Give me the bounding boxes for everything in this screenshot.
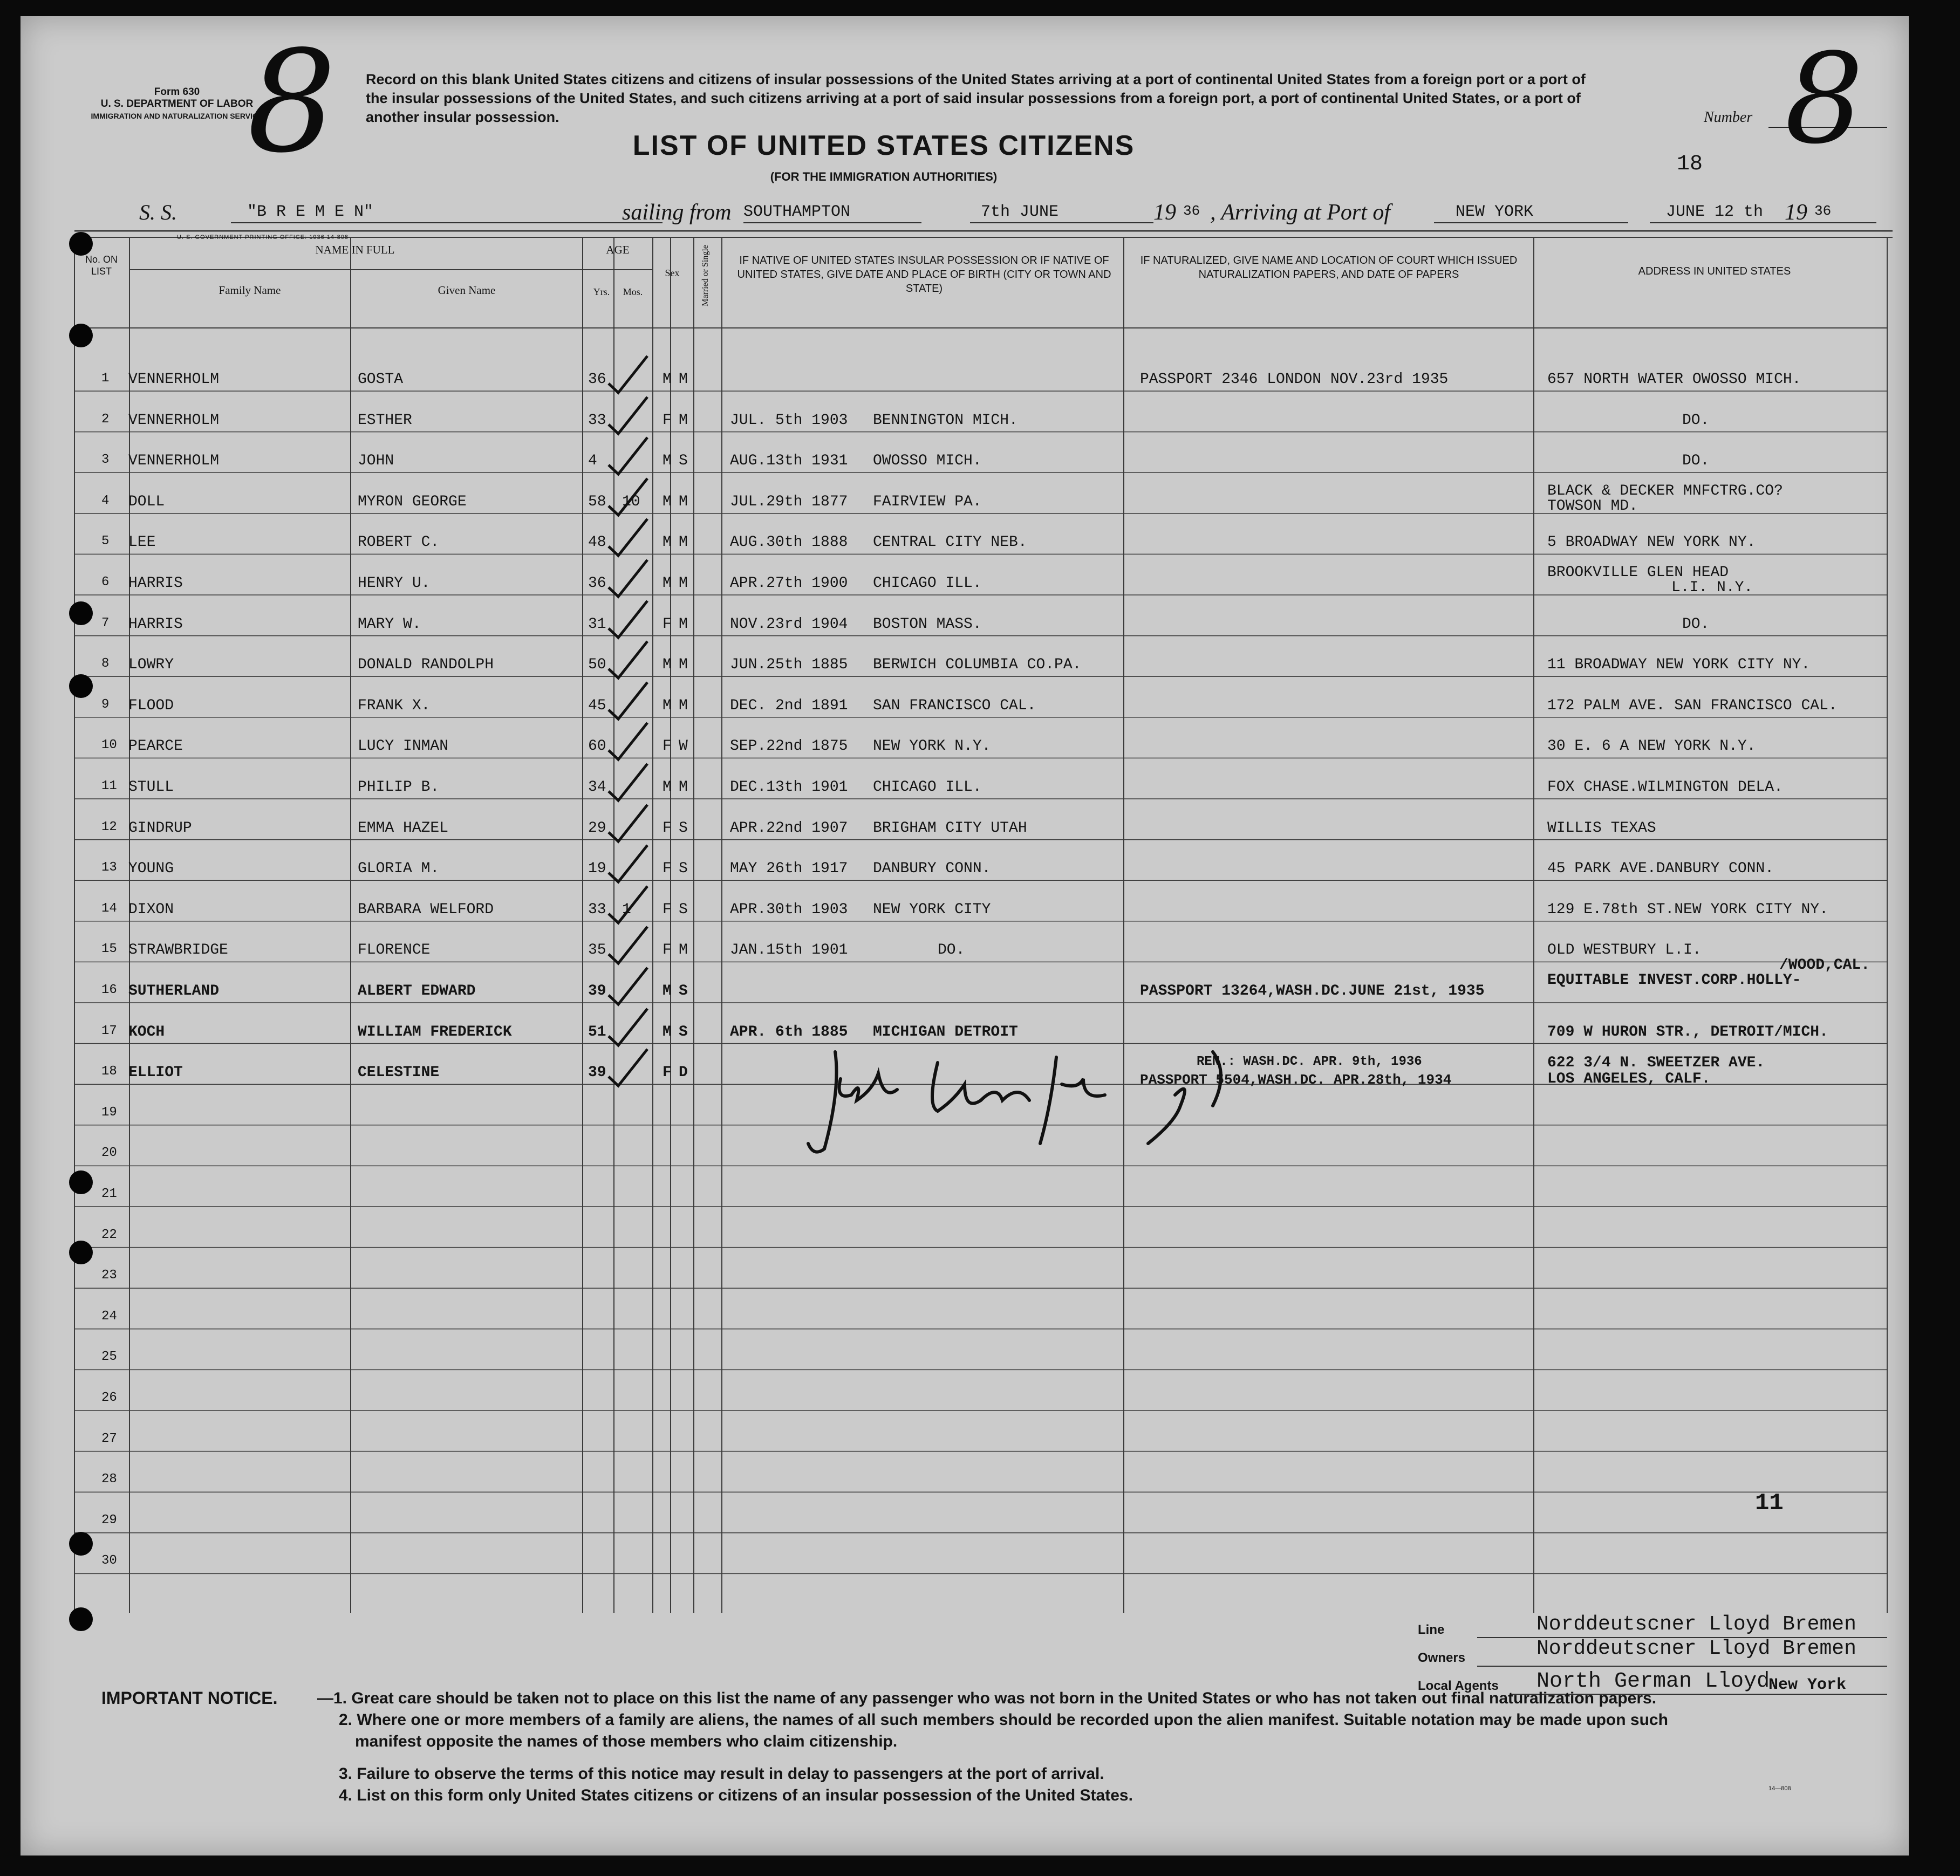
ship-name: "B R E M E N" [247,203,374,221]
row-number: 30 [101,1553,117,1569]
row-number: 2 [101,412,110,427]
cell-birth-date: JAN.15th 1901 [730,942,848,959]
agents-label: Local Agents [1418,1679,1499,1693]
cell-sex: M [663,779,672,796]
row-number: 8 [101,656,110,672]
check-mark-icon [603,599,652,642]
from-port: SOUTHAMPTON [743,203,851,221]
page-number: 18 [1677,152,1703,176]
cell-given: MARY W. [358,615,421,633]
notice-item: 4. List on this form only United States citizens or citizens of an insular possession of the United States. [339,1786,1133,1804]
cell-birth-place: SAN FRANCISCO CAL. [873,697,1036,714]
cell-sex: F [663,615,672,633]
cell-given: ALBERT EDWARD [358,983,476,999]
cell-yrs: 31 [588,615,606,633]
row-number: 4 [101,493,110,508]
form-subtitle: (FOR THE IMMIGRATION AUTHORITIES) [770,170,998,183]
notice-title: IMPORTANT NOTICE. [101,1688,278,1708]
row-number: 16 [101,983,117,997]
col-header-yrs: Yrs. [593,286,610,297]
row-number: 18 [101,1064,117,1079]
check-mark-icon [603,680,652,723]
row-number: 3 [101,453,110,468]
cell-sex: M [663,534,672,551]
cell-birth-date: APR. 6th 1885 [730,1023,848,1040]
cell-addr: BLACK & DECKER MNFCTRG.CO? [1547,482,1783,499]
cell-family: HARRIS [128,575,183,592]
cell-given: HENRY U. [358,575,431,592]
cell-birth-date: NOV.23rd 1904 [730,615,848,633]
cell-sex: F [663,860,672,878]
cell-mos: 10 [622,493,640,510]
check-mark-icon [603,354,652,397]
check-mark-icon [603,803,652,846]
check-mark-icon [603,517,652,560]
cell-family: HARRIS [128,615,183,633]
cell-yrs: 51 [588,1023,606,1040]
col-header-family: Family Name [218,284,281,297]
row-number: 12 [101,819,117,834]
cell-birth-date: DEC.13th 1901 [730,779,848,796]
cell-addr: 709 W HURON STR., DETROIT/MICH. [1547,1023,1828,1040]
cell-ms: M [679,412,688,429]
cell-sex: M [663,453,672,470]
agents-value: North German Lloyd [1536,1669,1770,1694]
cell-birth-place: MICHIGAN DETROIT [873,1023,1018,1040]
cell-sex: F [663,1064,672,1081]
table-row [21,351,1909,391]
row-number: 10 [101,738,117,753]
col-header-married: Married or Single [701,245,710,306]
cell-family: VENNERHOLM [128,412,220,429]
check-mark-icon [603,435,652,478]
cell-family: SUTHERLAND [128,983,220,999]
cell-birth-place: CHICAGO ILL. [873,575,982,592]
punch-hole [69,324,93,347]
cell-given: FRANK X. [358,697,431,714]
cell-ms: M [679,493,688,510]
cell-family: KOCH [128,1023,165,1040]
cell-ms: S [679,819,688,837]
cell-ms: M [679,779,688,796]
col-header-naturalized: IF NATURALIZED, GIVE NAME AND LOCATION OF COURT WHICH ISSUED NATURALIZATION PAPERS, AND DATE OF PAPERS [1140,255,1518,280]
cell-ms: D [679,1064,688,1081]
punch-hole [69,232,93,256]
cell-ms: M [679,534,688,551]
cell-birth-date: JUL. 5th 1903 [730,412,848,429]
cell-family: YOUNG [128,860,174,878]
cell-addr: DO. [1682,412,1710,429]
cell-given: JOHN [358,453,394,470]
cell-yrs: 36 [588,371,606,388]
cell-sex: M [663,493,672,510]
check-mark-icon [603,925,652,968]
table-row [21,881,1909,921]
row-number: 11 [101,779,117,793]
cell-birth-place: OWOSSO MICH. [873,453,982,470]
check-mark-icon [603,639,652,682]
from-underline [743,222,921,223]
table-row [21,392,1909,432]
cell-family: VENNERHOLM [128,453,220,470]
col-header-address: ADDRESS IN UNITED STATES [1638,265,1791,277]
cell-sex: M [663,656,672,674]
cell-birth-date: JUL.29th 1877 [730,493,848,510]
cell-birth-date: AUG.13th 1931 [730,453,848,470]
manifest-sheet [21,16,1909,1856]
cell-sex: M [663,371,672,388]
cell-addr: 172 PALM AVE. SAN FRANCISCO CAL. [1547,697,1838,714]
check-mark-icon [603,721,652,764]
table-row [21,840,1909,880]
cell-yrs: 35 [588,942,606,959]
cell-yrs: 50 [588,656,606,674]
arrive-year: 36 [1814,203,1832,219]
cell-family: LEE [128,534,156,551]
col-header-sex: Sex [665,268,680,278]
table-row [21,1492,1909,1533]
row-number: 23 [101,1268,117,1283]
cell-addr: 129 E.78th ST.NEW YORK CITY NY. [1547,901,1828,918]
row-number: 13 [101,860,117,875]
cell-birth-date: JUN.25th 1885 [730,656,848,674]
row-number: 5 [101,534,110,549]
cell-birth-place: DO. [938,942,965,959]
table-row [21,1166,1909,1207]
row-number: 28 [101,1472,117,1487]
inspector-signature [803,1041,1342,1165]
cell-addr2: LOS ANGELES, CALF. [1547,1071,1711,1088]
col-header-birth: IF NATIVE OF UNITED STATES INSULAR POSSESSION OR IF NATIVE OF UNITED STATES, GIVE DATE AND PLACE OF BIRTH (CITY OR TOWN AND STATE) [737,255,1111,295]
row-number: 17 [101,1023,117,1038]
check-mark-icon [603,476,652,519]
cell-ms: M [679,371,688,388]
cell-family: DIXON [128,901,174,918]
table-row [21,513,1909,554]
depart-date: 7th JUNE [981,203,1059,221]
table-row [21,799,1909,840]
cell-given: CELESTINE [358,1064,440,1081]
cell-family: PEARCE [128,738,183,755]
cell-family: STRAWBRIDGE [128,942,228,959]
number-label: Number [1704,109,1753,126]
row-number: 21 [101,1187,117,1201]
row-number: 19 [101,1105,117,1120]
table-row [21,717,1909,758]
table-row [21,595,1909,636]
row-number: 29 [101,1512,117,1528]
cell-ms: S [679,983,688,999]
gpo-note: U. S. GOVERNMENT PRINTING OFFICE: 1936 14-808 [177,234,349,241]
cell-nat2: PASSPORT 5504,WASH.DC. APR.28th, 1934 [1140,1072,1452,1088]
row-number: 25 [101,1350,117,1365]
cell-sex: F [663,738,672,755]
cell-yrs: 45 [588,697,606,714]
check-mark-icon [603,1007,652,1050]
check-mark-icon [603,558,652,601]
cell-ms: M [679,697,688,714]
cell-family: LOWRY [128,656,174,674]
row-number: 9 [101,697,110,712]
table-row [21,1207,1909,1248]
cell-yrs: 33 [588,901,606,918]
cell-yrs: 60 [588,738,606,755]
cell-birth-place: CHICAGO ILL. [873,779,982,796]
table-row [21,473,1909,513]
check-mark-icon [603,762,652,805]
cell-addr: FOX CHASE.WILMINGTON DELA. [1547,779,1783,796]
table-row [21,1451,1909,1492]
cell-sex: M [663,983,672,999]
cell-addr: DO. [1682,615,1710,633]
cell-sex: F [663,412,672,429]
cell-addr: DO. [1682,453,1710,470]
row-number: 27 [101,1431,117,1446]
cell-birth-place: FAIRVIEW PA. [873,493,982,510]
cell-addr: 45 PARK AVE.DANBURY CONN. [1547,860,1774,878]
cell-yrs: 36 [588,575,606,592]
cell-addr2: /WOOD,CAL. [1779,957,1870,974]
table-row [21,921,1909,962]
cell-addr: 30 E. 6 A NEW YORK N.Y. [1547,738,1756,755]
cell-birth-date: APR.22nd 1907 [730,819,848,837]
cell-given: GLORIA M. [358,860,440,878]
cell-ms: M [679,942,688,959]
cell-yrs: 48 [588,534,606,551]
cell-nat: REN.: WASH.DC. APR. 9th, 1936 [1197,1055,1422,1070]
cell-yrs: 34 [588,779,606,796]
cell-birth-place: CENTRAL CITY NEB. [873,534,1027,551]
cell-sex: F [663,942,672,959]
check-mark-icon [603,884,652,927]
cell-ms: M [679,656,688,674]
cell-sex: F [663,819,672,837]
handwritten-number-left: 8 [247,21,337,184]
cell-addr: 11 BROADWAY NEW YORK CITY NY. [1547,656,1811,674]
cell-ms: W [679,738,688,755]
table-row [21,677,1909,717]
handwritten-number-right: 8 [1785,28,1864,172]
year-prefix: 19 [1153,200,1176,225]
table-row [21,758,1909,799]
owners-label: Owners [1418,1651,1466,1665]
check-mark-icon [603,966,652,1009]
cell-birth-place: DANBURY CONN. [873,860,991,878]
row-number: 26 [101,1391,117,1405]
row-number: 6 [101,575,110,590]
cell-family: DOLL [128,493,165,510]
table-row [21,1329,1909,1370]
notice-item: —1. Great care should be taken not to place on this list the name of any passenger who was not born in the United States or who has not taken out final naturalization papers. [317,1689,1657,1707]
cell-addr: BROOKVILLE GLEN HEAD [1547,564,1729,581]
owners-value: Norddeutscner Lloyd Bremen [1536,1637,1856,1660]
row-number: 20 [101,1146,117,1161]
arrive-date: JUNE 12 th [1666,203,1764,221]
cell-birth-date: APR.30th 1903 [730,901,848,918]
table-row [21,636,1909,676]
cell-family: FLOOD [128,697,174,714]
cell-sex: M [663,1023,672,1040]
cell-addr: 657 NORTH WATER OWOSSO MICH. [1547,371,1801,388]
cell-addr2: L.I. N.Y. [1671,579,1753,596]
cell-given: BARBARA WELFORD [358,901,494,918]
col-header-name: NAME IN FULL [315,243,395,256]
cell-birth-place: BOSTON MASS. [873,615,982,633]
cell-ms: S [679,453,688,470]
cell-birth-place: BERWICH COLUMBIA CO.PA. [873,656,1082,674]
cell-family: STULL [128,779,174,796]
cell-given: PHILIP B. [358,779,440,796]
table-row [21,554,1909,595]
cell-given: EMMA HAZEL [358,819,449,837]
cell-birth-date: MAY 26th 1917 [730,860,848,878]
cell-birth-date: SEP.22nd 1875 [730,738,848,755]
record-instructions: Record on this blank United States citizens and citizens of insular possessions of the United States arriving at a port of continental United States from a foreign port or a port of the insular possessions of the United States, and such citizens arriving at a port of said insular possessions from a foreign port, a port of continental United States, or a port of another insular possession. [366,71,1586,125]
col-header-no: No. ON LIST [85,254,118,277]
cell-addr: 5 BROADWAY NEW YORK NY. [1547,534,1756,551]
cell-family: GINDRUP [128,819,192,837]
cell-given: MYRON GEORGE [358,493,467,510]
table-row [21,957,1909,1003]
tick-mark: 11 [1755,1490,1784,1517]
cell-given: GOSTA [358,371,404,388]
table-row [21,1411,1909,1451]
row-number: 14 [101,901,117,916]
cell-nat: PASSPORT 13264,WASH.DC.JUNE 21st, 1935 [1140,983,1485,999]
form-label: Form 630 U. S. DEPARTMENT OF LABOR IMMIGRATION AND NATURALIZATION SERVICE [91,86,263,120]
cell-yrs: 39 [588,1064,606,1081]
row-number: 22 [101,1227,117,1242]
col-header-mos: Mos. [623,286,643,297]
cell-given: DONALD RANDOLPH [358,656,494,674]
to-port: NEW YORK [1456,203,1534,221]
cell-birth-place: NEW YORK N.Y. [873,738,991,755]
cell-given: ESTHER [358,412,412,429]
row-number: 24 [101,1309,117,1324]
cell-given: LUCY INMAN [358,738,449,755]
table-row [21,1248,1909,1288]
cell-mos: 1 [622,901,631,918]
ship-underline [231,222,663,223]
cell-family: ELLIOT [128,1064,183,1081]
row-number: 7 [101,615,110,631]
cell-birth-date: DEC. 2nd 1891 [730,697,848,714]
cell-addr: WILLIS TEXAS [1547,819,1656,837]
cell-birth-place: BENNINGTON MICH. [873,412,1018,429]
cell-ms: S [679,1023,688,1040]
to-underline [1434,222,1628,223]
check-mark-icon [603,1047,652,1090]
row-number: 15 [101,942,117,957]
cell-nat: PASSPORT 2346 LONDON NOV.23rd 1935 [1140,371,1449,388]
cell-yrs: 4 [588,453,597,470]
notice-item: 2. Where one or more members of a family are aliens, the names of all such members should be recorded upon the alien manifest. Suitable notation may be made upon such [339,1711,1668,1729]
depart-underline [970,222,1153,223]
notice-item: 3. Failure to observe the terms of this notice may result in delay to passengers at the port of arrival. [339,1765,1104,1783]
cell-sex: M [663,697,672,714]
punch-hole [69,1607,93,1631]
cell-sex: F [663,901,672,918]
cell-ms: M [679,575,688,592]
cell-yrs: 29 [588,819,606,837]
cell-given: WILLIAM FREDERICK [358,1023,512,1040]
cell-family: VENNERHOLM [128,371,220,388]
table-row [21,1370,1909,1411]
ss-label: S. S. [139,200,177,224]
form-title: LIST OF UNITED STATES CITIZENS [632,130,1135,161]
cell-addr: OLD WESTBURY L.I. [1547,942,1702,959]
cell-birth-date: AUG.30th 1888 [730,534,848,551]
cell-ms: S [679,860,688,878]
cell-birth-place: NEW YORK CITY [873,901,991,918]
cell-addr: 622 3/4 N. SWEETZER AVE. [1547,1055,1765,1072]
notice-item: manifest opposite the names of those members who claim citizenship. [355,1733,898,1750]
table-row [21,432,1909,473]
cell-birth-place: BRIGHAM CITY UTAH [873,819,1027,837]
cell-ms: M [679,615,688,633]
table-row [21,1289,1909,1329]
cell-yrs: 58 [588,493,606,510]
col-header-given: Given Name [438,284,496,297]
cell-ms: S [679,901,688,918]
arrive-underline [1650,222,1876,223]
year-prefix-2: 19 [1785,200,1807,225]
check-mark-icon [603,843,652,886]
cell-addr2: TOWSON MD. [1547,497,1638,515]
cell-yrs: 33 [588,412,606,429]
col-header-age: AGE [606,243,630,256]
line-label: Line [1418,1622,1445,1637]
arriving-label: , Arriving at Port of [1210,200,1391,225]
table-row [21,1003,1909,1044]
line-value: Norddeutscner Lloyd Bremen [1536,1613,1856,1636]
cell-yrs: 39 [588,983,606,999]
cell-addr: EQUITABLE INVEST.CORP.HOLLY- [1547,972,1801,989]
cell-given: FLORENCE [358,942,431,959]
check-mark-icon [603,395,652,438]
sailing-label: sailing from [622,200,732,225]
table-row [21,1533,1909,1573]
cell-birth-date: APR.27th 1900 [730,575,848,592]
agents-stamp: New York [1768,1676,1847,1694]
row-number: 1 [101,371,110,386]
cell-given: ROBERT C. [358,534,440,551]
voyage-line [139,200,1898,232]
cell-yrs: 19 [588,860,606,878]
form-code: 14—808 [1768,1785,1791,1792]
depart-year: 36 [1183,203,1200,219]
cell-sex: M [663,575,672,592]
